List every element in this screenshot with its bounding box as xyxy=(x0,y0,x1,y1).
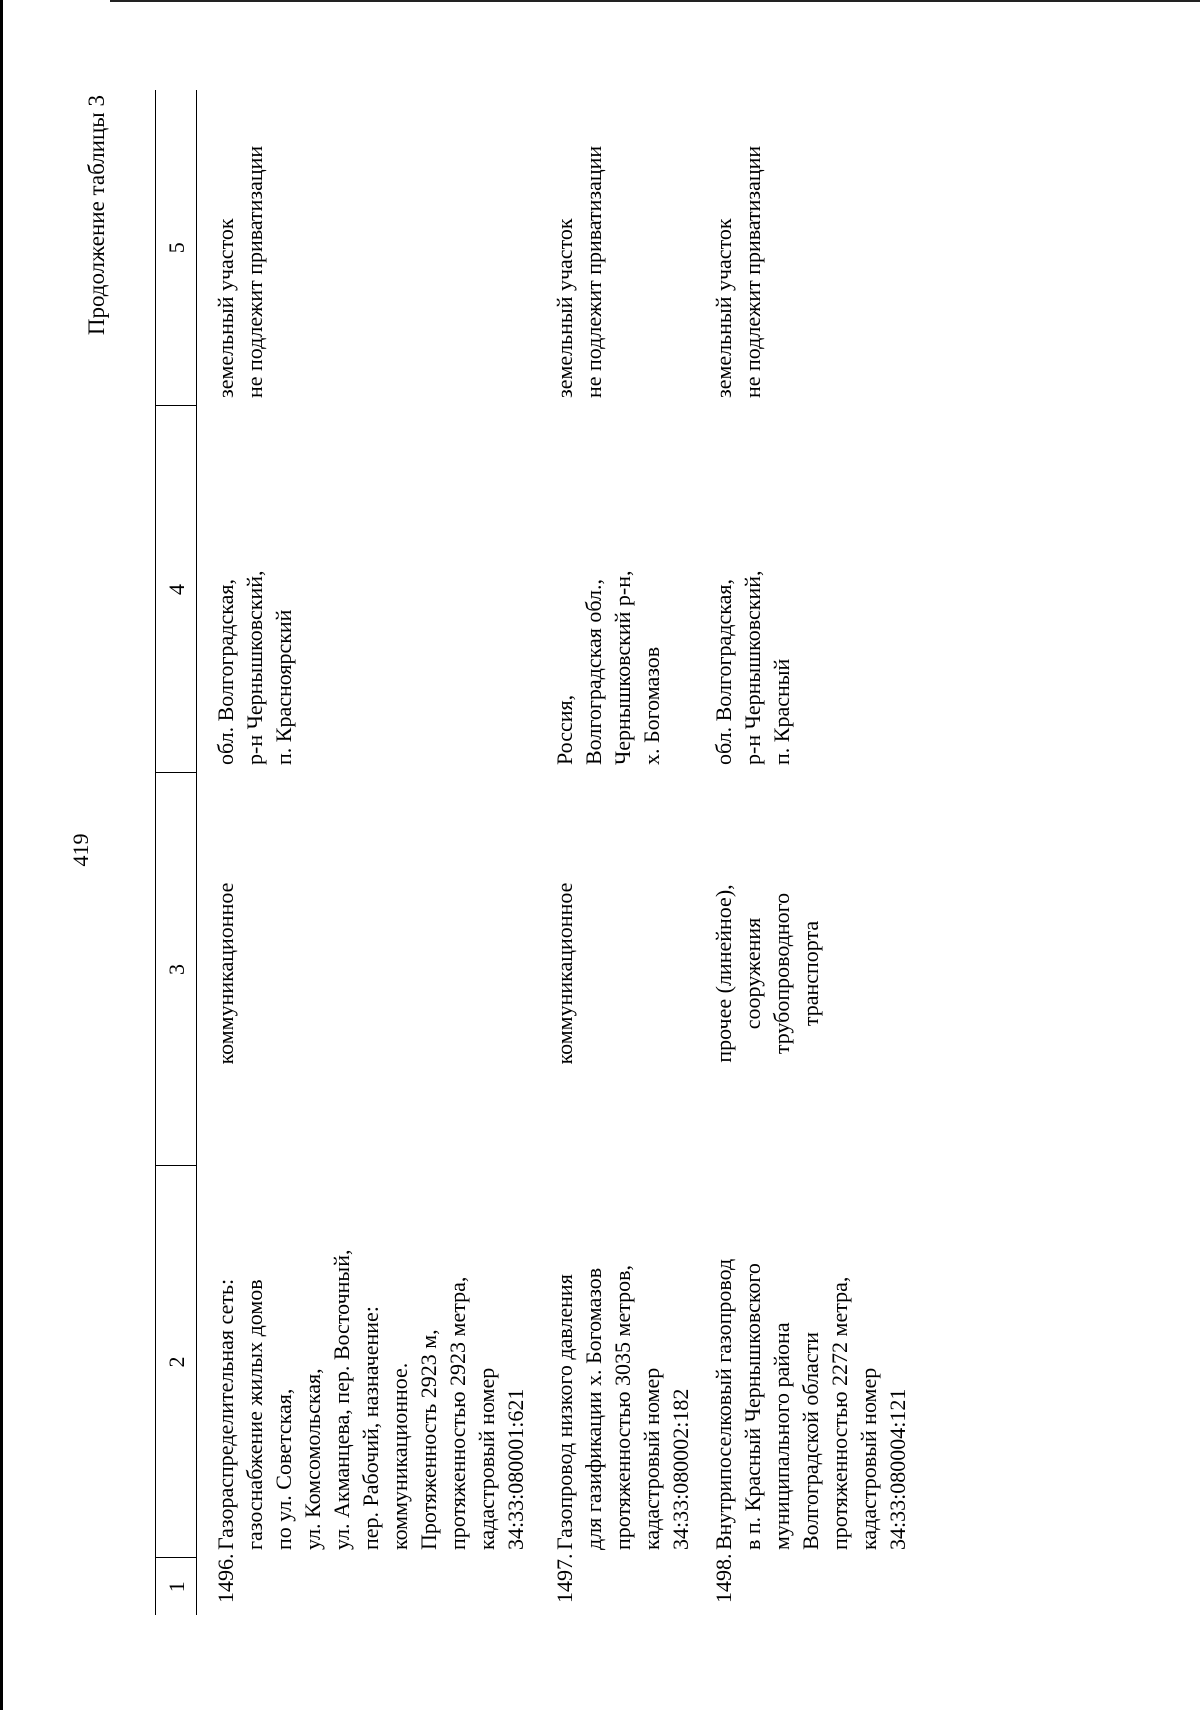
row-number: 1498. xyxy=(711,1553,736,1603)
table-continuation-label: Продолжение таблицы 3 xyxy=(84,95,109,336)
column-header-4: 4 xyxy=(156,406,197,773)
property-table xyxy=(155,90,922,1615)
object-address: обл. Волгоградская, р-н Чернышковский, п. Красный xyxy=(711,570,794,765)
object-purpose: коммуникационное xyxy=(213,882,238,1065)
object-purpose: коммуникационное xyxy=(552,882,577,1065)
object-note: земельный участок не подлежит приватизации xyxy=(552,145,606,398)
page-number: 419 xyxy=(68,833,93,867)
object-address: обл. Волгоградская, р-н Чернышковский, п. Красноярский xyxy=(213,570,296,765)
object-purpose: прочее (линейное), сооружения трубопроводного транспорта xyxy=(711,884,823,1063)
table-header-row xyxy=(156,90,197,1615)
column-header-2: 2 xyxy=(156,1166,197,1558)
column-header-1: 1 xyxy=(156,1558,197,1615)
object-note: земельный участок не подлежит приватизации xyxy=(711,145,765,398)
row-number: 1496. xyxy=(213,1553,238,1603)
column-header-3: 3 xyxy=(156,773,197,1166)
object-name: Внутрипоселковый газопровод в п. Красный Чернышковского муниципального района Волгоградской области протяженностью 2272 метра, кадастровый номер 34:33:080004:121 xyxy=(711,1258,910,1550)
object-address: Россия, Волгоградская обл., Чернышковский р-н, х. Богомазов xyxy=(552,570,664,765)
column-header-5: 5 xyxy=(156,90,197,406)
row-number: 1497. xyxy=(552,1553,577,1603)
table-row xyxy=(705,90,922,1615)
table-row xyxy=(540,90,705,1615)
table-row xyxy=(197,90,541,1615)
object-name: Газораспределительная сеть: газоснабжение жилых домов по ул. Советская, ул. Комсомольская, ул. Акманцева, пер. Восточный, пер. Рабочий, назначение: коммуникационное. Протяженность 2923 м, протяженностью 2923 метра, кадастровый номер 34:33:080001:621 xyxy=(213,1249,528,1550)
object-note: земельный участок не подлежит приватизации xyxy=(213,145,267,398)
object-name: Газопровод низкого давления для газификации х. Богомазов протяженностью 3035 метров, кадастровый номер 34:33:080002:182 xyxy=(552,1264,693,1550)
